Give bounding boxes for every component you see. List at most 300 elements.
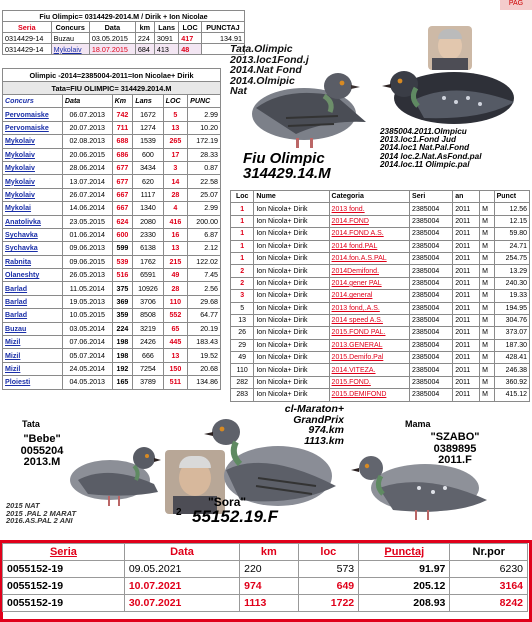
cell-km: 667 [112, 188, 133, 201]
cell-punctaj: 208.93 [359, 595, 450, 612]
cell-data: 03.05.2014 [62, 322, 112, 335]
cell-data: 09.05.2021 [124, 561, 239, 578]
tata-note: 2015 NAT [6, 501, 40, 510]
cell-concurs: Pervomaiske [3, 121, 63, 134]
cell-data: 24.05.2014 [62, 362, 112, 375]
table-row [3, 282, 221, 295]
cell-seria: 0055152-19 [3, 561, 125, 578]
cell-an: 2011 [453, 314, 480, 326]
ped-line: 2013.loc1Fond.j [230, 53, 309, 66]
table-row [3, 175, 221, 188]
cell-km: 539 [112, 255, 133, 268]
sora-caption-line: cl-Maraton+ [284, 403, 344, 415]
header-concurs: Concurs [51, 22, 89, 33]
cell-km: 220 [240, 561, 298, 578]
championship-table-body [231, 203, 530, 401]
sora-caption-line: 1113.km [304, 434, 344, 447]
table-row [3, 362, 221, 375]
cell-km: 742 [112, 108, 133, 121]
cell-km: 375 [112, 282, 133, 295]
cell-concurs: Olaneshty [3, 269, 63, 282]
cell-loc: 1 [231, 252, 254, 264]
cell-punctaj: 134.91 [201, 33, 244, 44]
cell-km: 369 [112, 295, 133, 308]
table-row [3, 121, 221, 134]
cell-loc: 13 [163, 242, 188, 255]
cell-sex: M [480, 364, 495, 376]
sora-name: "Sora" [208, 495, 247, 509]
cell-punct: 24.71 [494, 240, 529, 252]
cell-nume: Ion Nicola+ Dirik [254, 265, 329, 277]
cell-nume: Ion Nicola+ Dirik [254, 203, 329, 215]
cell-punc: 25.07 [188, 188, 221, 201]
cell-data: 04.05.2013 [62, 376, 112, 389]
header-data: Data [124, 544, 239, 561]
pigeon-photo-fiu-olimpic [226, 53, 374, 156]
ped-line: 2014.Nat Fond [230, 64, 302, 76]
cell-categoria: 2015.FOND PAL. [329, 327, 410, 339]
cell-an: 2011 [453, 302, 480, 314]
table-row [231, 252, 530, 264]
breeder-portrait [428, 26, 472, 70]
cell-punct: 428.41 [494, 352, 529, 364]
cell-lans: 6138 [133, 242, 163, 255]
cell-data: 05.07.2014 [62, 349, 112, 362]
cell-seri: 2385004 [410, 352, 453, 364]
cell-loc: 49 [163, 269, 188, 282]
cell-lans: 1340 [133, 202, 163, 215]
pigeon-photo-mama [345, 431, 493, 526]
cell-km: 599 [112, 242, 133, 255]
table-row [231, 389, 530, 401]
cell-seri: 2385004 [410, 364, 453, 376]
ped-line: 2014.Olmipic [230, 74, 295, 87]
race-table-body [3, 108, 221, 389]
cell-loc: 28 [163, 188, 188, 201]
cell-loc: 13 [231, 314, 254, 326]
cell-loc: 28 [163, 282, 188, 295]
cell-punc: 10.20 [188, 121, 221, 134]
ped-line: 2014.loc1 Nat.Pal.Fond [380, 143, 470, 153]
cell-loc: 48 [179, 44, 202, 55]
cell-categoria: 2014.VITEZA. [329, 364, 410, 376]
cell-km: 677 [112, 161, 133, 174]
cell-punc: 2.99 [188, 202, 221, 215]
cell-data: 01.06.2014 [62, 228, 112, 241]
cell-an: 2011 [453, 203, 480, 215]
cell-nrpor: 3164 [450, 578, 528, 595]
summary-table [2, 10, 245, 55]
cell-data: 28.06.2014 [62, 161, 112, 174]
cell-nume: Ion Nicola+ Dirik [254, 364, 329, 376]
cell-lans: 3219 [133, 322, 163, 335]
corner-tag: PAG [500, 0, 532, 10]
cell-loc: 1 [231, 240, 254, 252]
cell-lans: 2080 [133, 215, 163, 228]
cell-nume: Ion Nicola+ Dirik [254, 376, 329, 388]
cell-concurs: Mykolaiv [3, 148, 63, 161]
cell-seri: 2385004 [410, 389, 453, 401]
header-loc: LOC [163, 95, 188, 108]
header-punct: Punct [494, 191, 529, 203]
cell-nume: Ion Nicola+ Dirik [254, 215, 329, 227]
ped-line: 2014 loc.2.Nat.AsFond.pal [380, 151, 482, 161]
cell-concurs: Ploiesti [3, 376, 63, 389]
table-row [3, 202, 221, 215]
table-row [3, 228, 221, 241]
cell-an: 2011 [453, 364, 480, 376]
cell-punct: 59.80 [494, 228, 529, 240]
cell-km: 359 [112, 309, 133, 322]
cell-categoria: 2013.GENERAL [329, 339, 410, 351]
table-row [3, 578, 528, 595]
cell-seri: 2385004 [410, 302, 453, 314]
cell-sex: M [480, 252, 495, 264]
table-row [231, 215, 530, 227]
cell-concurs: Barlad [3, 282, 63, 295]
cell-concurs: Sychavka [3, 228, 63, 241]
cell-concurs: Sychavka [3, 242, 63, 255]
table-row [3, 269, 221, 282]
cell-loc: 3 [163, 161, 188, 174]
cell-seri: 2385004 [410, 228, 453, 240]
table-row [3, 188, 221, 201]
cell-concurs: Mizil [3, 336, 63, 349]
cell-nume: Ion Nicola+ Dirik [254, 327, 329, 339]
cell-loc: 3 [231, 290, 254, 302]
ped-line: Tata.Olimpic [230, 43, 293, 55]
table-row [231, 302, 530, 314]
cell-lans: 6591 [133, 269, 163, 282]
sora-prefix: 2 [176, 507, 182, 518]
header-punctaj: Punctaj [359, 544, 450, 561]
cell-lans: 1117 [133, 188, 163, 201]
fiu-olimpic-ring: 314429.14.M [243, 165, 331, 182]
cell-an: 2011 [453, 290, 480, 302]
table-row [231, 265, 530, 277]
cell-nrpor: 6230 [450, 561, 528, 578]
cell-punctaj: 91.97 [359, 561, 450, 578]
race-table-header [3, 95, 221, 108]
tata-ring: 0055204 [20, 444, 64, 457]
sora-results-table [2, 543, 528, 612]
cell-punct: 240.30 [494, 277, 529, 289]
cell-punc: 200.00 [188, 215, 221, 228]
cell-nume: Ion Nicola+ Dirik [254, 302, 329, 314]
cell-sex: M [480, 240, 495, 252]
cell-nrpor: 8242 [450, 595, 528, 612]
mama-label: Mama [405, 419, 431, 429]
cell-loc: 110 [231, 364, 254, 376]
table-row [231, 376, 530, 388]
cell-lans: 10926 [133, 282, 163, 295]
cell-an: 2011 [453, 228, 480, 240]
cell-sex: M [480, 376, 495, 388]
cell-loc: 110 [163, 295, 188, 308]
cell-loc: 13 [163, 121, 188, 134]
cell-km: 600 [112, 228, 133, 241]
cell-loc: 573 [298, 561, 359, 578]
cell-nume: Ion Nicola+ Dirik [254, 314, 329, 326]
cell-an: 2011 [453, 277, 480, 289]
cell-lans: 8508 [133, 309, 163, 322]
mama-ring: 0389895 [433, 442, 477, 455]
cell-punct: 12.56 [494, 203, 529, 215]
cell-categoria: 2014 speed A.S. [329, 314, 410, 326]
cell-concurs: Pervomaiske [3, 108, 63, 121]
cell-seri: 2385004 [410, 339, 453, 351]
cell-categoria: 2013 fond. [329, 203, 410, 215]
cell-punc: 6.87 [188, 228, 221, 241]
cell-punct: 246.38 [494, 364, 529, 376]
cell-sex: M [480, 203, 495, 215]
cell-seri: 2385004 [410, 290, 453, 302]
cell-concurs: Buzau [51, 33, 89, 44]
cell-lans: 1762 [133, 255, 163, 268]
cell-nume: Ion Nicola+ Dirik [254, 389, 329, 401]
cell-concurs: Mykolaiv [3, 161, 63, 174]
cell-lans: 413 [154, 44, 178, 55]
cell-data: 09.06.2015 [62, 255, 112, 268]
table-row [3, 295, 221, 308]
header-data: Data [62, 95, 112, 108]
header-seria: Seria [3, 22, 52, 33]
header-sex [480, 191, 495, 203]
table-row [3, 44, 245, 55]
cell-km: 1113 [240, 595, 298, 612]
cell-punc: 20.68 [188, 362, 221, 375]
cell-concurs: Mykolaiv [51, 44, 89, 55]
cell-km: 711 [112, 121, 133, 134]
cell-data: 06.07.2013 [62, 108, 112, 121]
cell-punc: 2.12 [188, 242, 221, 255]
table-row [3, 349, 221, 362]
cell-sex: M [480, 302, 495, 314]
tata-notes [6, 502, 76, 525]
cell-loc: 282 [231, 376, 254, 388]
cell-loc: 65 [163, 322, 188, 335]
cell-punct: 254.75 [494, 252, 529, 264]
sora-ring: 55152.19.F [192, 507, 279, 526]
cell-categoria: 2014Demifond. [329, 265, 410, 277]
cell-concurs: Rabnita [3, 255, 63, 268]
cell-data: 18.07.2015 [89, 44, 135, 55]
cell-loc: 649 [298, 578, 359, 595]
cell-punct: 360.92 [494, 376, 529, 388]
cell-concurs: Mizil [3, 349, 63, 362]
cell-seri: 2385004 [410, 376, 453, 388]
cell-loc: 5 [163, 108, 188, 121]
tata-name: "Bebe" [23, 433, 61, 445]
table-row [231, 203, 530, 215]
ped-line: 2013.loc1.Fond Jud [380, 135, 456, 145]
table-row [231, 277, 530, 289]
cell-seria: 0055152-19 [3, 595, 125, 612]
cell-seri: 2385004 [410, 314, 453, 326]
cell-punctaj: 205.12 [359, 578, 450, 595]
cell-categoria: 2014.gener PAL [329, 277, 410, 289]
cell-data: 09.06.2013 [62, 242, 112, 255]
table-row [3, 215, 221, 228]
cell-punct: 415.12 [494, 389, 529, 401]
cell-categoria: 2014.FOND A.S. [329, 228, 410, 240]
cell-km: 192 [112, 362, 133, 375]
sora-results-header [3, 544, 528, 561]
header-nrpor: Nr.por [450, 544, 528, 561]
cell-sex: M [480, 228, 495, 240]
table-row [231, 290, 530, 302]
cell-an: 2011 [453, 352, 480, 364]
cell-seri: 2385004 [410, 327, 453, 339]
cell-seri: 2385004 [410, 203, 453, 215]
cell-data: 20.06.2015 [62, 148, 112, 161]
cell-nume: Ion Nicola+ Dirik [254, 290, 329, 302]
table-row [3, 135, 221, 148]
table-row [3, 108, 221, 121]
mama-name: "SZABO" [430, 431, 480, 443]
cell-punc: 134.86 [188, 376, 221, 389]
cell-lans: 3706 [133, 295, 163, 308]
cell-seria: 0314429-14 [3, 33, 52, 44]
cell-sex: M [480, 339, 495, 351]
header-punctaj: PUNCTAJ [201, 22, 244, 33]
header-km: km [135, 22, 154, 33]
cell-km: 198 [112, 336, 133, 349]
cell-seri: 2385004 [410, 265, 453, 277]
cell-sex: M [480, 265, 495, 277]
cell-punc: 0.87 [188, 161, 221, 174]
table-row [231, 364, 530, 376]
cell-loc: 511 [163, 376, 188, 389]
cell-categoria: 2015.FOND. [329, 376, 410, 388]
table-row [3, 376, 221, 389]
cell-km: 224 [112, 322, 133, 335]
cell-loc: 2 [231, 277, 254, 289]
table-row [231, 240, 530, 252]
cell-lans: 2426 [133, 336, 163, 349]
cell-punc: 122.02 [188, 255, 221, 268]
cell-loc: 5 [231, 302, 254, 314]
cell-concurs: Barlad [3, 309, 63, 322]
cell-loc: 445 [163, 336, 188, 349]
cell-km: 974 [240, 578, 298, 595]
cell-punct: 194.95 [494, 302, 529, 314]
cell-sex: M [480, 327, 495, 339]
ped-line: 2014.loc.11 Olimpic.pal [380, 159, 470, 169]
cell-lans: 3434 [133, 161, 163, 174]
cell-km: 684 [135, 44, 154, 55]
header-nume: Nume [254, 191, 329, 203]
cell-an: 2011 [453, 215, 480, 227]
table-row [3, 161, 221, 174]
cell-loc: 215 [163, 255, 188, 268]
table-row [231, 327, 530, 339]
cell-seria: 0314429-14 [3, 44, 52, 55]
fiu-olimpic-name: Fiu Olimpic [243, 150, 325, 167]
header-categoria: Categoria [329, 191, 410, 203]
ped-line: 2385004.2011.Olmpicu [380, 127, 467, 136]
cell-sex: M [480, 352, 495, 364]
cell-nume: Ion Nicola+ Dirik [254, 252, 329, 264]
cell-data: 13.07.2014 [62, 175, 112, 188]
tata-year: 2013.M [23, 456, 61, 469]
sora-caption-line: 974.km [308, 424, 344, 436]
cell-km: 677 [112, 175, 133, 188]
cell-an: 2011 [453, 252, 480, 264]
cell-lans: 3789 [133, 376, 163, 389]
cell-km: 667 [112, 202, 133, 215]
cell-punc: 7.45 [188, 269, 221, 282]
cell-data: 20.07.2013 [62, 121, 112, 134]
cell-loc: 13 [163, 349, 188, 362]
cell-km: 688 [112, 135, 133, 148]
header-seria: Seria [3, 544, 125, 561]
cell-loc: 29 [231, 339, 254, 351]
table-row [3, 336, 221, 349]
cell-loc: 1 [231, 228, 254, 240]
cell-lans: 1539 [133, 135, 163, 148]
cell-lans: 1672 [133, 108, 163, 121]
cell-concurs: Mykolai [3, 202, 63, 215]
summary-table-title: Fiu Olimpic= 0314429-2014.M / Dirik + Ion Nicolae [3, 11, 245, 22]
cell-categoria: 2014.FOND [329, 215, 410, 227]
header-loc: Loc [231, 191, 254, 203]
championship-table [230, 190, 530, 402]
cell-nume: Ion Nicola+ Dirik [254, 228, 329, 240]
cell-loc: 49 [231, 352, 254, 364]
cell-seri: 2385004 [410, 215, 453, 227]
header-concurs: Concurs [3, 95, 63, 108]
cell-punct: 304.76 [494, 314, 529, 326]
cell-lans: 7254 [133, 362, 163, 375]
cell-concurs: Anatolivka [3, 215, 63, 228]
cell-loc: 1 [231, 215, 254, 227]
cell-sex: M [480, 215, 495, 227]
table-row [3, 148, 221, 161]
cell-punc: 172.19 [188, 135, 221, 148]
cell-categoria: 2014.fon.A.S.PAL [329, 252, 410, 264]
cell-loc: 417 [179, 33, 202, 44]
table-row [3, 255, 221, 268]
cell-loc: 2 [231, 265, 254, 277]
sora-caption-line: GrandPrix [293, 413, 344, 426]
olimpic-pedigree-text [380, 128, 481, 169]
cell-an: 2011 [453, 265, 480, 277]
cell-loc: 265 [163, 135, 188, 148]
header-loc: LOC [179, 22, 202, 33]
header-lans: Lans [154, 22, 178, 33]
cell-categoria: 2014.general [329, 290, 410, 302]
cell-seri: 2385004 [410, 277, 453, 289]
header-lans: Lans [133, 95, 163, 108]
cell-punct: 19.33 [494, 290, 529, 302]
header-an: an [453, 191, 480, 203]
table-row [3, 561, 528, 578]
cell-lans: 600 [133, 148, 163, 161]
cell-lans: 620 [133, 175, 163, 188]
cell-lans: 3091 [154, 33, 178, 44]
cell-concurs: Mykolaiv [3, 135, 63, 148]
table-row [3, 33, 245, 44]
table-row [231, 352, 530, 364]
ped-line: Nat [230, 85, 247, 97]
pigeon-photo-tata [58, 428, 166, 512]
cell-categoria: 2013 fond,.A.S. [329, 302, 410, 314]
cell-punc: 29.68 [188, 295, 221, 308]
cell-concurs: Mykolaiv [3, 188, 63, 201]
cell-punc: 19.52 [188, 349, 221, 362]
cell-km: 624 [112, 215, 133, 228]
